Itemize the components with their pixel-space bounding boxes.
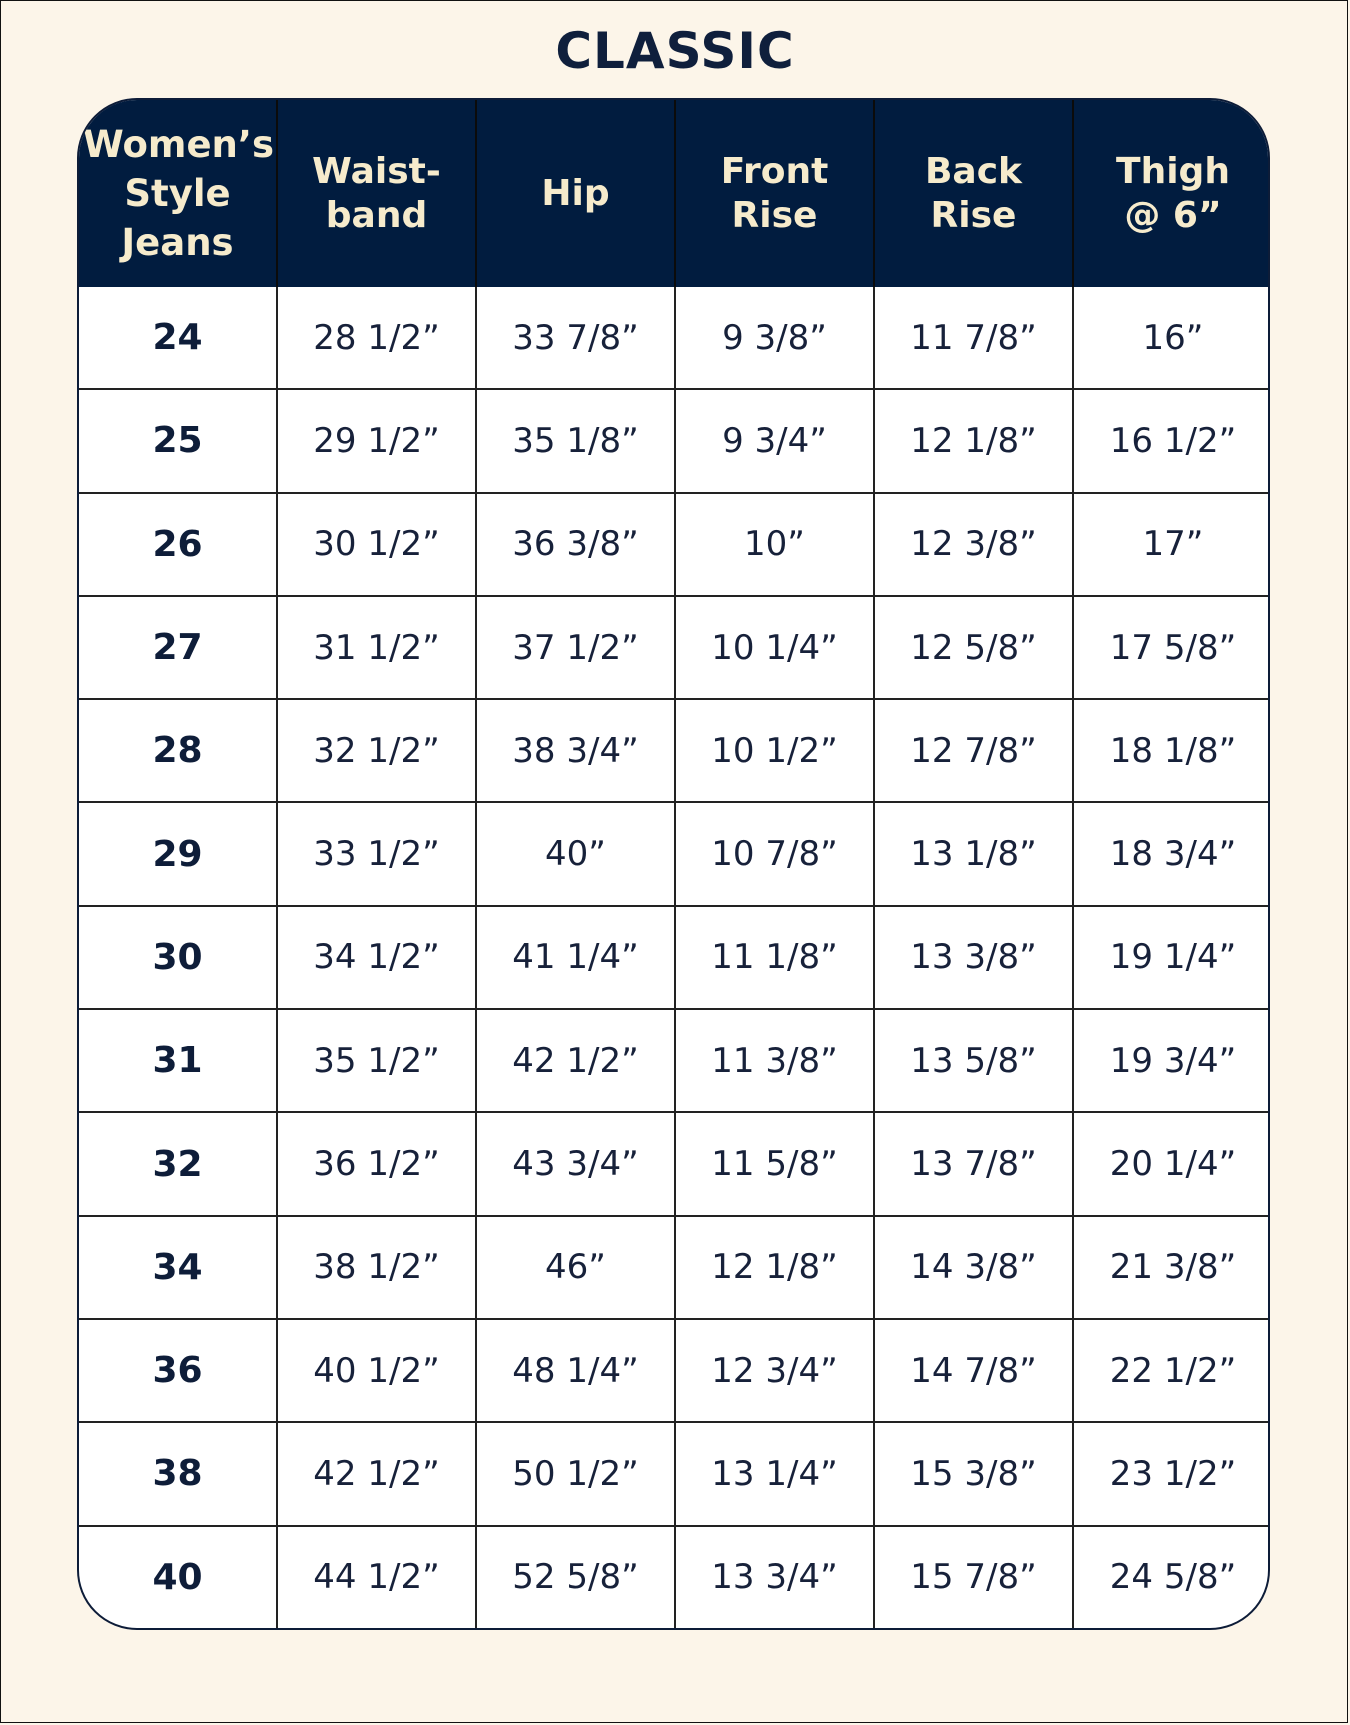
cell-front-rise: 11 1/8” — [675, 906, 874, 1009]
cell-hip: 36 3/8” — [476, 493, 675, 596]
cell-hip: 46” — [476, 1216, 675, 1319]
cell-front-rise: 13 1/4” — [675, 1422, 874, 1525]
cell-thigh: 23 1/2” — [1073, 1422, 1270, 1525]
cell-size: 27 — [79, 596, 277, 699]
cell-size: 34 — [79, 1216, 277, 1319]
cell-thigh: 18 3/4” — [1073, 802, 1270, 905]
table-row — [79, 1216, 1270, 1319]
cell-back-rise: 11 7/8” — [874, 287, 1073, 389]
cell-size: 31 — [79, 1009, 277, 1112]
table-row — [79, 1526, 1270, 1628]
cell-front-rise: 9 3/8” — [675, 287, 874, 389]
cell-size: 24 — [152, 317, 203, 359]
column-header-back-rise: Back Rise — [874, 100, 1073, 287]
cell-back-rise: 14 3/8” — [874, 1216, 1073, 1319]
cell-back-rise: 13 1/8” — [874, 802, 1073, 905]
cell-hip: 42 1/2” — [476, 1009, 675, 1112]
cell-waistband: 44 1/2” — [277, 1526, 476, 1628]
cell-thigh: 24 5/8” — [1073, 1526, 1270, 1628]
cell-thigh: 17 5/8” — [1073, 596, 1270, 699]
cell-back-rise: 13 7/8” — [874, 1112, 1073, 1215]
cell-size: 40 — [79, 1526, 277, 1628]
cell-back-rise: 13 5/8” — [874, 1009, 1073, 1112]
cell-size: 32 — [79, 1112, 277, 1215]
cell-waistband: 32 1/2” — [277, 699, 476, 802]
cell-waistband: 31 1/2” — [277, 596, 476, 699]
cell-hip: 35 1/8” — [476, 389, 675, 492]
cell-hip: 37 1/2” — [476, 596, 675, 699]
table-row — [79, 493, 1270, 596]
cell-front-rise: 12 3/4” — [675, 1319, 874, 1422]
cell-size: 26 — [79, 493, 277, 596]
cell-thigh: 17” — [1073, 493, 1270, 596]
cell-hip: 41 1/4” — [476, 906, 675, 1009]
cell-hip: 38 3/4” — [476, 699, 675, 802]
cell-back-rise: 12 3/8” — [874, 493, 1073, 596]
cell-hip: 48 1/4” — [476, 1319, 675, 1422]
cell-front-rise: 11 3/8” — [675, 1009, 874, 1112]
column-header-front-rise: Front Rise — [675, 100, 874, 287]
cell-back-rise: 15 3/8” — [874, 1422, 1073, 1525]
cell-front-rise: 10” — [675, 493, 874, 596]
cell-thigh: 20 1/4” — [1073, 1112, 1270, 1215]
table-row — [79, 1319, 1270, 1422]
table-row — [79, 1009, 1270, 1112]
cell-hip: 40” — [476, 802, 675, 905]
page-title: CLASSIC — [555, 22, 795, 80]
cell-waistband: 33 1/2” — [277, 802, 476, 905]
cell-front-rise: 10 1/4” — [675, 596, 874, 699]
cell-thigh: 16 1/2” — [1073, 389, 1270, 492]
table-row — [79, 906, 1270, 1009]
cell-back-rise: 12 1/8” — [874, 389, 1073, 492]
cell-hip: 33 7/8” — [476, 287, 675, 389]
cell-hip: 50 1/2” — [476, 1422, 675, 1525]
header-row — [79, 100, 1270, 287]
table-row — [79, 802, 1270, 905]
size-chart-container — [77, 98, 1270, 1630]
column-header-waistband: Waist- band — [277, 100, 476, 287]
table-row — [79, 1112, 1270, 1215]
cell-size: 29 — [79, 802, 277, 905]
cell-waistband: 30 1/2” — [277, 493, 476, 596]
column-header-size: Women’s Style Jeans — [79, 100, 277, 287]
cell-thigh: 18 1/8” — [1073, 699, 1270, 802]
cell-size: 38 — [79, 1422, 277, 1525]
cell-waistband: 42 1/2” — [277, 1422, 476, 1525]
cell-front-rise: 11 5/8” — [675, 1112, 874, 1215]
table-row — [79, 699, 1270, 802]
cell-thigh: 22 1/2” — [1073, 1319, 1270, 1422]
cell-waistband: 38 1/2” — [277, 1216, 476, 1319]
cell-thigh: 21 3/8” — [1073, 1216, 1270, 1319]
cell-size: 30 — [79, 906, 277, 1009]
cell-front-rise: 10 7/8” — [675, 802, 874, 905]
table-row — [79, 287, 1270, 389]
cell-waistband: 35 1/2” — [277, 1009, 476, 1112]
cell-back-rise: 12 5/8” — [874, 596, 1073, 699]
cell-size: 25 — [79, 389, 277, 492]
column-header-thigh: Thigh @ 6” — [1073, 100, 1270, 287]
cell-front-rise: 13 3/4” — [675, 1526, 874, 1628]
cell-front-rise: 12 1/8” — [675, 1216, 874, 1319]
cell-hip: 52 5/8” — [476, 1526, 675, 1628]
cell-thigh: 19 3/4” — [1073, 1009, 1270, 1112]
cell-waistband: 28 1/2” — [277, 287, 476, 389]
column-header-hip: Hip — [476, 100, 675, 287]
table-body — [79, 287, 1270, 1628]
cell-back-rise: 14 7/8” — [874, 1319, 1073, 1422]
table-header — [79, 100, 1270, 287]
table-row — [79, 1422, 1270, 1525]
cell-front-rise: 9 3/4” — [675, 389, 874, 492]
size-chart-table — [79, 100, 1270, 1628]
table-row — [79, 389, 1270, 492]
cell-hip: 43 3/4” — [476, 1112, 675, 1215]
cell-thigh: 16” — [1073, 287, 1270, 389]
cell-back-rise: 15 7/8” — [874, 1526, 1073, 1628]
cell-waistband: 40 1/2” — [277, 1319, 476, 1422]
table-row — [79, 596, 1270, 699]
cell-back-rise: 12 7/8” — [874, 699, 1073, 802]
cell-size: 36 — [79, 1319, 277, 1422]
cell-waistband: 36 1/2” — [277, 1112, 476, 1215]
cell-front-rise: 10 1/2” — [675, 699, 874, 802]
cell-size: 28 — [79, 699, 277, 802]
cell-back-rise: 13 3/8” — [874, 906, 1073, 1009]
cell-waistband: 29 1/2” — [277, 389, 476, 492]
cell-thigh: 19 1/4” — [1073, 906, 1270, 1009]
cell-waistband: 34 1/2” — [277, 906, 476, 1009]
